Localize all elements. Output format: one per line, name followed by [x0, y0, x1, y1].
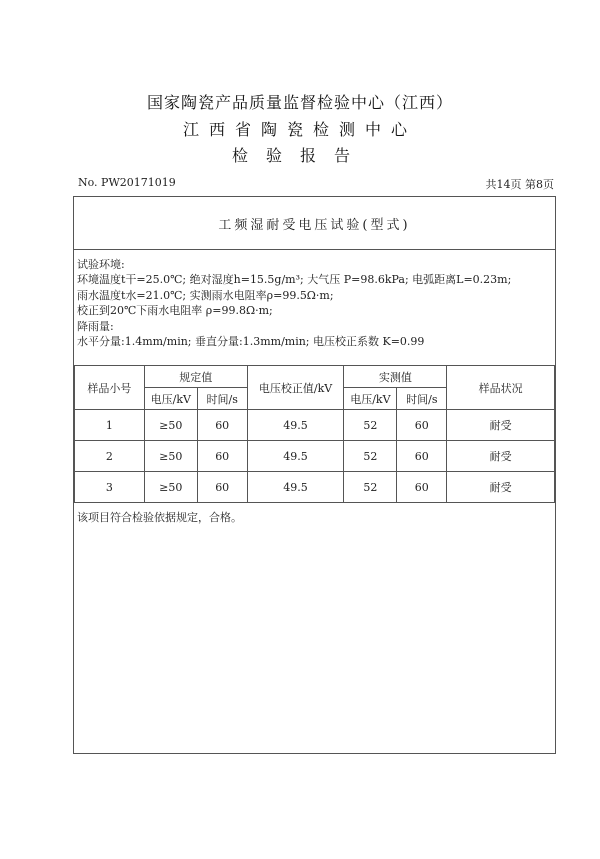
- conditions-line-5: 水平分量:1.4mm/min; 垂直分量:1.3mm/min; 电压校正系数 K=0.99: [77, 335, 425, 349]
- header-measured-value: 实测值: [344, 366, 447, 388]
- cell-meas-voltage: 52: [344, 472, 397, 503]
- table-row: [75, 441, 555, 472]
- conditions-line-2: 雨水温度t水=21.0℃; 实测雨水电阻率ρ=99.5Ω·m;: [77, 288, 334, 302]
- subheader-meas-voltage: 电压/kV: [344, 388, 397, 410]
- cell-meas-voltage: 52: [344, 441, 397, 472]
- cell-spec-time: 60: [197, 410, 247, 441]
- cell-spec-time: 60: [197, 441, 247, 472]
- cell-meas-time: 60: [397, 441, 447, 472]
- header-sample-status: 样品状况: [447, 366, 555, 410]
- cell-spec-voltage: ≥50: [144, 410, 197, 441]
- cell-meas-time: 60: [397, 410, 447, 441]
- header-specified-value: 规定值: [144, 366, 247, 388]
- cell-spec-time: 60: [197, 472, 247, 503]
- header-sample-no: 样品小号: [75, 366, 145, 410]
- conditions-heading: 试验环境:: [77, 258, 125, 271]
- header-corrected-voltage: 电压校正值/kV: [247, 366, 344, 410]
- page-info: 共14页 第8页: [485, 178, 554, 191]
- test-conditions: [77, 257, 511, 349]
- cell-sample-no: 1: [75, 410, 145, 441]
- cell-status: 耐受: [447, 472, 555, 503]
- cell-sample-no: 3: [75, 472, 145, 503]
- subheader-spec-voltage: 电压/kV: [144, 388, 197, 410]
- report-frame: [73, 196, 556, 754]
- test-title: 工频湿耐受电压试验(型式): [74, 197, 555, 250]
- subheader-meas-time: 时间/s: [397, 388, 447, 410]
- center-subtitle: 江西省陶瓷检测中心: [182, 120, 417, 139]
- cell-sample-no: 2: [75, 441, 145, 472]
- conclusion-text: 该项目符合检验依据规定，合格。: [77, 511, 242, 524]
- cell-status: 耐受: [447, 441, 555, 472]
- cell-meas-time: 60: [397, 472, 447, 503]
- conditions-line-3: 校正到20℃下雨水电阻率 ρ=99.8Ω·m;: [77, 304, 273, 318]
- cell-corrected-voltage: 49.5: [247, 472, 344, 503]
- table-header-row: [75, 366, 555, 388]
- report-type-title: 检验报告: [231, 146, 368, 165]
- cell-corrected-voltage: 49.5: [247, 441, 344, 472]
- cell-spec-voltage: ≥50: [144, 441, 197, 472]
- report-number: No. PW20171019: [78, 176, 176, 189]
- cell-meas-voltage: 52: [344, 410, 397, 441]
- conditions-line-4: 降雨量:: [77, 319, 114, 333]
- cell-corrected-voltage: 49.5: [247, 410, 344, 441]
- table-row: [75, 472, 555, 503]
- subheader-spec-time: 时间/s: [197, 388, 247, 410]
- conditions-line-1: 环境温度t干=25.0℃; 绝对湿度h=15.5g/m³; 大气压 P=98.6kPa; 电弧距离L=0.23m;: [77, 273, 512, 287]
- cell-status: 耐受: [447, 410, 555, 441]
- cell-spec-voltage: ≥50: [144, 472, 197, 503]
- table-row: [75, 410, 555, 441]
- results-table: [74, 365, 555, 503]
- center-name-title: 国家陶瓷产品质量监督检验中心（江西）: [146, 93, 453, 112]
